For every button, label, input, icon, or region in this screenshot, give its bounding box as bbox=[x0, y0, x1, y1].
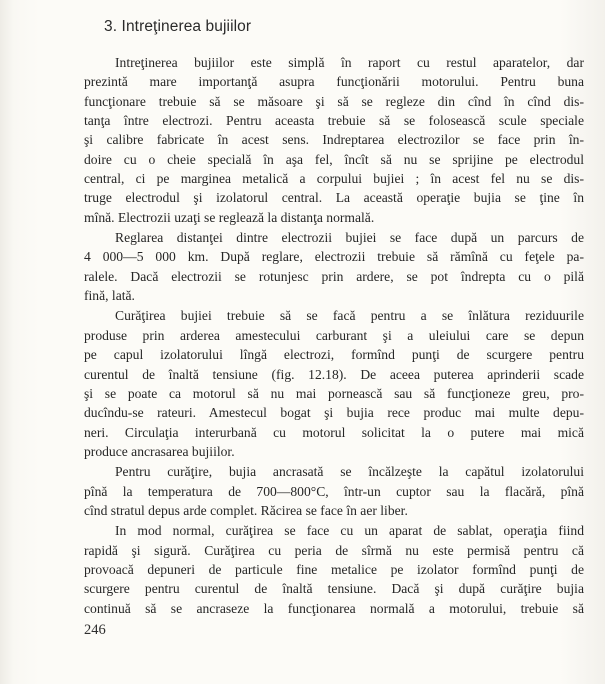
text-line: 4 000—5 000 km. După reglare, electrozii trebuie să rămînă cu feţele pa- bbox=[84, 249, 584, 265]
text-line: curentul de înaltă tensiune (fig. 12.18). De aceea puterea aprinderii scade bbox=[84, 366, 584, 382]
text-line: fină, lată. bbox=[84, 288, 135, 304]
text-line: neri. Circulaţia interurbană cu motorul solicitat la o putere mai mică bbox=[84, 424, 584, 440]
text-line: ducîndu-se rateuri. Amestecul bogat şi bujia rece produc mai multe depu- bbox=[84, 405, 584, 421]
text-line: doire cu o cheie specială în aşa fel, încît să nu se sprijine pe electrodul bbox=[84, 151, 584, 167]
text-line: produce ancrasarea bujiilor. bbox=[84, 443, 235, 459]
text-line: mînă. Electrozii uzaţi se reglează la distanţa normală. bbox=[84, 209, 375, 225]
text-line: produse prin arderea amestecului carburant şi a uleiului care se depun bbox=[84, 327, 584, 343]
text-line: prezintă mare importanţă asupra funcţionării motorului. Pentru buna bbox=[84, 74, 584, 90]
text-line: ralele. Dacă electrozii se rotunjesc prin ardere, se pot îndrepta cu o pilă bbox=[84, 268, 584, 284]
paragraph bbox=[84, 53, 584, 227]
text-line: Pentru curăţire, bujia ancrasată se încălzeşte la capătul izolatorului bbox=[115, 464, 584, 480]
text-line: In mod normal, curăţirea se face cu un aparat de sablat, operaţia fiind bbox=[115, 523, 584, 539]
text-line: funcţionare trebuie să se măsoare şi să se regleze din cînd în cînd dis- bbox=[84, 93, 584, 109]
text-line: Intreţinerea bujiilor este simplă în raport cu restul aparatelor, dar bbox=[115, 55, 584, 70]
text-line: pe capul izolatorului lîngă electrozi, formînd punţi de scurgere pentru bbox=[84, 347, 584, 363]
text-line: rapidă şi sigură. Curăţirea cu peria de sîrmă nu este permisă pentru că bbox=[84, 542, 584, 558]
text-line: provoacă depuneri de particule fine metalice pe izolator formînd punţi de bbox=[84, 561, 584, 577]
section-heading: 3. Intreţinerea bujiilor bbox=[104, 18, 252, 35]
paragraph bbox=[84, 462, 584, 520]
text-line: pînă la temperatura de 700—800°C, într-un cuptor sau la flacără, pînă bbox=[84, 483, 584, 499]
page-number: 246 bbox=[84, 622, 106, 638]
body-text bbox=[84, 53, 584, 619]
text-line: scurgere pentru curentul de înaltă tensiune. Dacă şi după curăţire bujia bbox=[84, 581, 584, 597]
text-line: central, ci pe marginea metalică a corpului bujiei ; în acest fel nu se dis- bbox=[84, 171, 584, 187]
text-line: Curăţirea bujiei trebuie să se facă pentru a se înlătura reziduurile bbox=[115, 308, 584, 324]
paragraph bbox=[84, 228, 584, 305]
text-line: şi se poate ca motorul să nu mai pornească sau să funcţioneze greu, pro- bbox=[84, 385, 584, 401]
paragraph bbox=[84, 306, 584, 461]
text-line: Reglarea distanţei dintre electrozii bujiei se face după un parcurs de bbox=[115, 230, 584, 246]
text-line: tanţa între electrozi. Pentru aceasta trebuie să se folosească scule speciale bbox=[84, 113, 584, 129]
text-line: continuă să se ancraseze la funcţionarea normală a motorului, trebuie să bbox=[84, 600, 584, 616]
text-line: şi calibre fabricate în acest sens. Indreptarea electrozilor se face prin în- bbox=[84, 132, 584, 148]
text-line: cînd stratul depus arde complet. Răcirea se face în aer liber. bbox=[84, 502, 408, 518]
text-line: truge electrodul şi izolatorul central. La această operaţie bujia se ţine în bbox=[84, 190, 584, 206]
paragraph bbox=[84, 521, 584, 618]
